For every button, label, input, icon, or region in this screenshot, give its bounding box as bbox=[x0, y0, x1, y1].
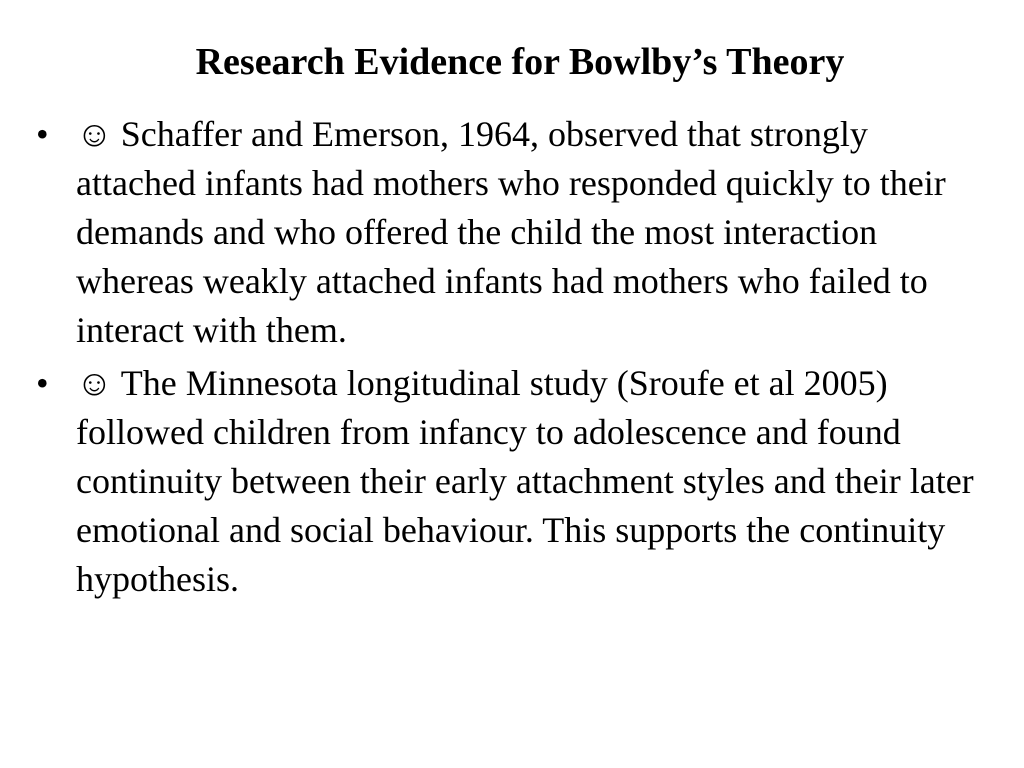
bullet-item bbox=[36, 110, 986, 355]
bullet-dot: • bbox=[36, 114, 49, 154]
bullet-dot: • bbox=[36, 363, 49, 403]
smiley-icon: ☺ bbox=[76, 363, 113, 403]
smiley-icon: ☺ bbox=[76, 114, 113, 154]
bullet-list bbox=[36, 110, 986, 608]
bullet-item bbox=[36, 359, 986, 604]
bullet-text: The Minnesota longitudinal study (Sroufe et al 2005) followed children from infancy to adolescence and found continuity between their early attachment styles and their later emotional and social behaviour. This supports the continuity hypothesis. bbox=[76, 363, 974, 599]
bullet-text: Schaffer and Emerson, 1964, observed that strongly attached infants had mothers who responded quickly to their demands and who offered the child the most interaction whereas weakly attached infants had mothers who failed to interact with them. bbox=[76, 114, 946, 350]
slide-title: Research Evidence for Bowlby’s Theory bbox=[195, 41, 845, 83]
